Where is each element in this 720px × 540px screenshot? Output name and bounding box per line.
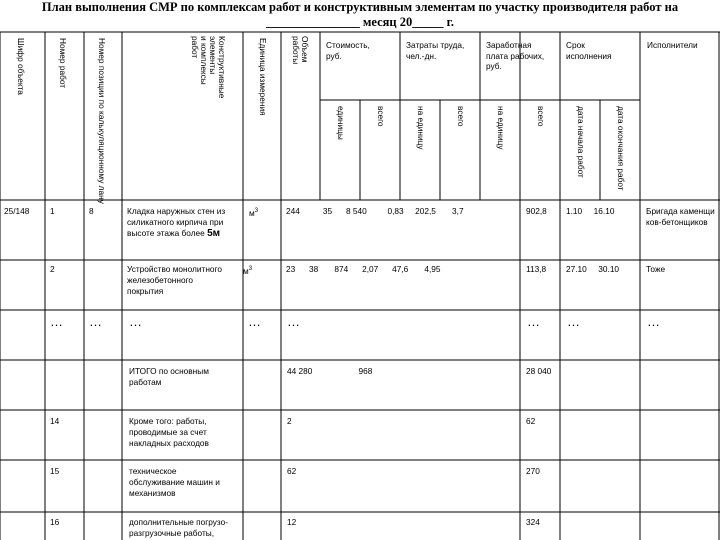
row7-wage-total: 324 bbox=[526, 517, 540, 527]
row2-unit-text: м bbox=[243, 265, 249, 276]
row1-unit-text: м bbox=[249, 207, 255, 218]
row1-performer: Бригада каменщиков-бетонщиков bbox=[646, 206, 715, 227]
header-volume-line-1: Объем bbox=[300, 36, 310, 63]
row2-values: 23 38 874 2,07 47,6 4,95 bbox=[286, 264, 441, 274]
row1-description-text: Кладка наружных стен из силикатного кирпича при высоте этажа более bbox=[127, 206, 226, 238]
header-cost-line-1: Стоимость, bbox=[326, 40, 370, 50]
subheader-cost-per-unit: единицы bbox=[336, 106, 346, 140]
header-elements-line-2: элементы bbox=[208, 36, 218, 75]
header-wages-line-2: плата рабочих, bbox=[486, 50, 545, 61]
subheader-wages-per-unit: на единицу bbox=[496, 106, 506, 150]
header-wages-line-1: Заработная bbox=[486, 40, 532, 50]
row1-unit bbox=[249, 206, 258, 219]
subheader-labor-total: всего bbox=[456, 106, 466, 127]
row3-ellipsis-values: … bbox=[287, 314, 301, 329]
row1-values: 244 35 8 540 0,83 202,5 3,7 bbox=[286, 206, 464, 216]
header-work-number: Номер работ bbox=[58, 38, 68, 89]
header-position-number: Номер позиции по калькуляционному лану bbox=[97, 38, 107, 204]
row1-unit-sup: 3 bbox=[254, 208, 259, 214]
header-volume-line-2: работы bbox=[291, 36, 301, 65]
row2-description: Устройство монолитного железобетонного покрытия bbox=[127, 264, 222, 296]
row7-values: 12 bbox=[287, 517, 297, 527]
row4-description: ИТОГО по основным работам bbox=[129, 366, 209, 387]
header-elements bbox=[190, 36, 226, 98]
row7-description: дополнительные погрузо-разгрузочные работы, bbox=[129, 517, 229, 538]
row2-dates: 27.10 30.10 bbox=[566, 264, 620, 274]
header-performers: Исполнители bbox=[647, 40, 698, 50]
row1-work-number: 1 bbox=[50, 206, 55, 216]
header-unit: Единица измерения bbox=[258, 38, 268, 116]
header-wages-line-3: руб. bbox=[486, 61, 502, 71]
header-labor bbox=[406, 40, 464, 61]
row3-ellipsis-unit: … bbox=[248, 314, 262, 329]
row1-description-height: 5м bbox=[207, 228, 221, 239]
row2-work-number: 2 bbox=[50, 264, 55, 274]
header-elements-line-4: работ bbox=[190, 36, 200, 59]
row6-work-number: 15 bbox=[50, 466, 60, 476]
header-deadline bbox=[566, 40, 611, 61]
header-labor-line-1: Затраты труда, bbox=[406, 40, 465, 50]
subheader-wages-total: всего bbox=[536, 106, 546, 127]
row3-ellipsis-dates: … bbox=[567, 314, 581, 329]
subheader-start-date: дата начала работ bbox=[576, 106, 586, 178]
header-volume bbox=[291, 36, 309, 64]
header-labor-line-2: чел.-дн. bbox=[406, 50, 437, 61]
row1-dates: 1.10 16.10 bbox=[566, 206, 615, 216]
row4-wage-total: 28 040 bbox=[526, 366, 552, 376]
subheader-cost-total: всего bbox=[376, 106, 386, 127]
row3-ellipsis-performer: … bbox=[647, 314, 661, 329]
row3-ellipsis-position: … bbox=[89, 314, 103, 329]
row5-description: Кроме того: работы, проводимые за счет накладных расходов bbox=[129, 416, 209, 448]
row2-unit bbox=[243, 264, 252, 277]
header-deadline-line-1: Срок bbox=[566, 40, 585, 50]
subheader-end-date: дата окончания работ bbox=[616, 106, 626, 191]
row7-work-number: 16 bbox=[50, 517, 60, 527]
row5-wage-total: 62 bbox=[526, 416, 536, 426]
header-elements-line-3: и комплексы bbox=[199, 36, 209, 85]
row1-description bbox=[127, 206, 239, 239]
row1-object-code: 25/148 bbox=[4, 206, 30, 216]
row2-wage-total: 113,8 bbox=[526, 264, 547, 274]
row6-wage-total: 270 bbox=[526, 466, 540, 476]
row4-values: 44 280 968 bbox=[287, 366, 373, 376]
title-line-1: План выполнения СМР по комплексам работ и конструктивным элементам по участку производителя работ на bbox=[41, 0, 679, 14]
row3-ellipsis-wage-total: … bbox=[527, 314, 541, 329]
row3-ellipsis-description: … bbox=[129, 314, 143, 329]
header-object-code: Шифр объекта bbox=[16, 38, 26, 95]
row2-performer: Тоже bbox=[646, 264, 666, 274]
row6-values: 62 bbox=[287, 466, 297, 476]
header-cost-line-2: руб. bbox=[326, 50, 342, 61]
row1-position-number: 8 bbox=[89, 206, 94, 216]
row3-ellipsis-work: … bbox=[50, 314, 64, 329]
row1-wage-total: 902,8 bbox=[526, 206, 547, 216]
row5-work-number: 14 bbox=[50, 416, 60, 426]
title-line-2: _______________ месяц 20_____ г. bbox=[266, 15, 454, 29]
header-elements-line-1: Конструктивные bbox=[217, 36, 227, 99]
header-deadline-line-2: исполнения bbox=[566, 50, 612, 61]
header-cost bbox=[326, 40, 370, 61]
row2-unit-sup: 3 bbox=[248, 266, 253, 272]
header-wages bbox=[486, 40, 544, 72]
row5-values: 2 bbox=[287, 416, 292, 426]
subheader-labor-per-unit: на единицу bbox=[416, 106, 426, 150]
row6-description: техническое обслуживание машин и механизмов bbox=[129, 466, 220, 498]
